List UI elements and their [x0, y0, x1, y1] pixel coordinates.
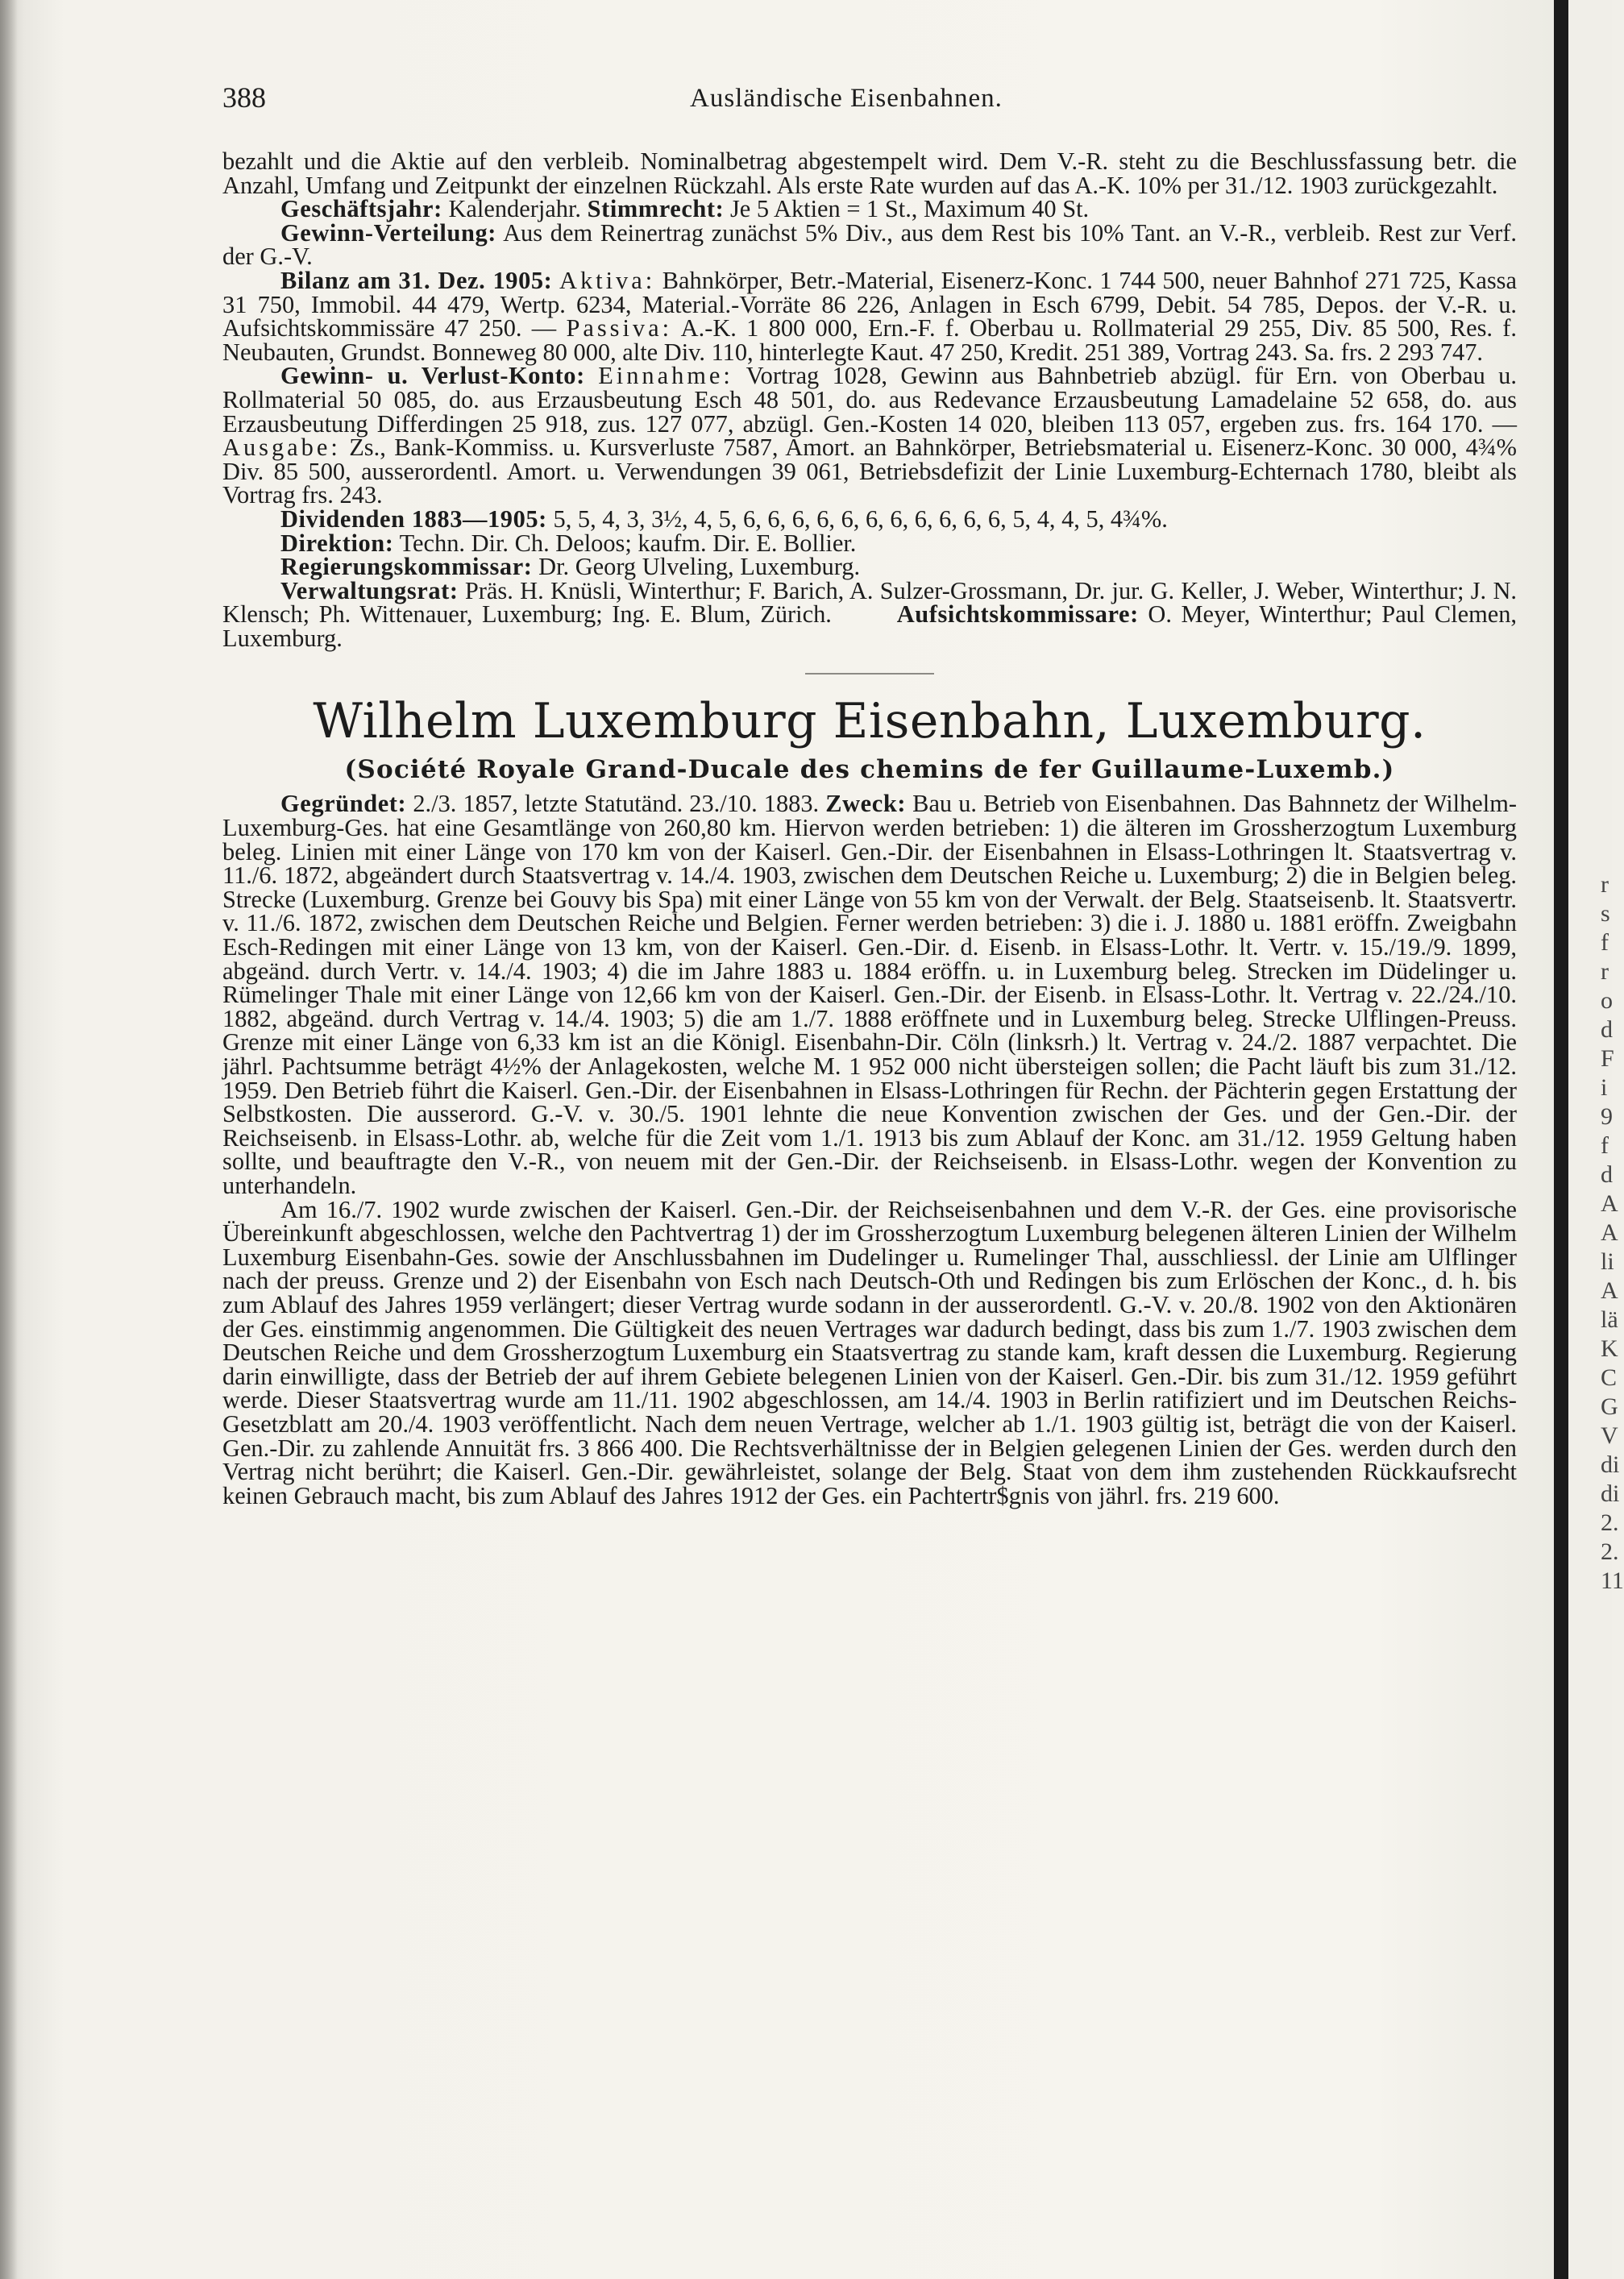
margin-fragment: di [1601, 1451, 1620, 1478]
margin-fragment: A [1601, 1190, 1618, 1217]
margin-fragment: f [1601, 1132, 1609, 1159]
margin-fragment: A [1601, 1219, 1618, 1246]
dividenden-paragraph [222, 504, 1517, 533]
passiva-word: Passiva: [566, 314, 673, 342]
section-subtitle: (Société Royale Grand-Ducale des chemins de fer Guillaume-Luxemb.) [344, 755, 1395, 785]
margin-fragment: r [1601, 958, 1609, 985]
regierung-label: Regierungskommissar: [280, 553, 533, 581]
margin-fragment: lä [1601, 1306, 1618, 1333]
ausgabe-word: Ausgabe: [222, 434, 341, 462]
margin-fragment: d [1601, 1161, 1613, 1188]
binding-shadow [0, 0, 18, 2279]
margin-fragment: di [1601, 1480, 1620, 1507]
intro-text: bezahlt und die Aktie auf den verbleib. Nominalbetrag abgestempelt wird. Dem V.-R. steht zu die Beschlussfassung betr. die Anzahl, Umfang und Zeitpunkt der einzelnen Rückzahl. Als erste Rate wurden auf das A.-K. 10% per 31./12. 1903 zurückgezahlt. [222, 147, 1517, 199]
einnahme-word: Einnahme: [598, 362, 733, 390]
margin-fragment: i [1601, 1074, 1608, 1101]
gegruendet-label: Gegründet: [280, 790, 407, 818]
gegruendet-paragraph [222, 792, 1517, 1198]
gewinn-label: Gewinn-Verteilung: [280, 218, 496, 247]
verwaltung-label: Verwaltungsrat: [280, 576, 459, 604]
margin-fragment: A [1601, 1277, 1618, 1304]
direktion-paragraph [222, 529, 1517, 557]
verwaltung-paragraph [222, 576, 1517, 652]
aufsicht-label: Aufsichtskommissare: [896, 600, 1139, 629]
zweck-text: Bau u. Betrieb von Eisenbahnen. Das Bahnnetz der Wilhelm-Luxemburg-Ges. hat eine Gesamtlänge von 260,80 km. Hiervon werden betrieben: 1) die älteren im Grossherzogtum Luxemburg beleg. Linien mit einer Länge von 170 km von der Kaiserl. Gen.-Dir. der Eisenbahnen in Elsass-Lothringen lt. Staatsvertrag v. 11./6. 1872, abgeändert durch Staatsvertrag v. 14./4. 1903, zwischen dem Deutschen Reiche u. Luxemburg; 2) die in Belgien beleg. Strecke (Luxemburg. Grenze bei Gouvy bis Spa) mit einer Länge von 55 km von der Verwalt. der Belg. Staatseisenb. lt. Staatsvertr. v. 11./6. 1872, zwischen dem Deutschen Reiche und Belgien. Ferner werden betrieben: 3) die i. J. 1880 u. 1881 eröffn. Zweigbahn Esch-Redingen mit einer Länge von 13 km, von der Kaiserl. Gen.-Dir. d. Eisenb. in Elsass-Lothr. lt. Vertr. v. 15./19./9. 1899, abgeänd. durch Vertr. v. 14./4. 1903; 4) die im Jahre 1883 u. 1884 eröffn. u. in Luxemburg beleg. Strecken im Düdelinger u. Rümelinger Thale mit einer Länge von 12,66 km von der Kaiserl. Gen.-Dir. der Eisenb. in Elsass-Lothr. lt. Vertrag v. 22./24./10. 1882, abgeänd. durch Vertrag v. 14./4. 1903; 5) die am 1./7. 1888 eröffnete und in Luxemburg beleg. Strecke Ulflingen-Preuss. Grenze mit einer Länge von 6,33 km ist an die Königl. Eisenbahn-Dir. Cöln (linksrh.) lt. Vertrag v. 24./2. 1887 verpachtet. Die jährl. Pachtsumme beträgt 4½% der Anlagekosten, welche M. 1 952 000 nicht übersteigen sollen; die Pacht läuft bis zum 31./12. 1959. Den Betrieb führt die Kaiserl. Gen.-Dir. der Eisenbahnen in Elsass-Lothringen für Rechn. der Pächterin gegen Erstattung der Selbstkosten. Die ausserord. G.-V. v. 30./5. 1901 lehnte die neue Konvention zwischen der Ges. und der Gen.-Dir. der Reichseisenb. in Elsass-Lothr. ab, welche für die Zeit vom 1./1. 1913 bis zum Ablauf der Konc. am 31./12. 1959 Geltung haben sollte, und beauftragte den V.-R., von neuem mit der Gen.-Dir. der Reichseisenb. in Elsass-Lothr. wegen der Konvention zu unterhandeln. [222, 790, 1518, 1199]
ausgabe-text: Zs., Bank-Kommiss. u. Kursverluste 7587, Amort. an Bahnkörper, Betriebsmaterial u. Eisenerz-Konc. 30 000, 4¾% Div. 85 500, ausserordentl. Amort. u. Verwendungen 39 061, Betriebsdefizit der Linie Luxemburg-Echternach 1780, bleibt als Vortrag frs. 243. [222, 434, 1517, 509]
zweck-label: Zweck: [825, 790, 907, 818]
page-body [222, 147, 1518, 1509]
margin-fragment: s [1601, 900, 1610, 927]
section-divider [805, 673, 934, 675]
margin-fragment: V [1601, 1422, 1618, 1449]
passiva-text: A.-K. 1 800 000, Ern.-F. f. Oberbau u. Rollmaterial 29 255, Div. 85 500, Res. f. Neubauten, Grundst. Bonneweg 80 000, alte Div. 110, hinterlegte Kaut. 47 250, Kredit. 251 389, Vortrag 243. Sa. frs. 2 293 747. [222, 314, 1517, 366]
margin-fragment: 9 [1601, 1103, 1613, 1130]
bilanz-label: Bilanz am 31. Dez. 1905: [280, 266, 553, 294]
running-title: Ausländische Eisenbahnen. [690, 84, 1003, 113]
page-number: 388 [222, 81, 266, 114]
margin-fragment: r [1601, 871, 1609, 898]
direktion-label: Direktion: [280, 529, 394, 557]
section-title: Wilhelm Luxemburg Eisenbahn, Luxemburg. [313, 693, 1427, 750]
aufsicht-text: O. Meyer, Winterthur; Paul Clemen, Luxemburg. [222, 600, 1517, 652]
geschaeftsjahr-text: Kalenderjahr. [448, 195, 581, 223]
margin-fragment: li [1601, 1248, 1614, 1275]
geschaeftsjahr-label: Geschäftsjahr: [280, 195, 442, 223]
margin-fragment: f [1601, 929, 1609, 956]
vertrag-paragraph [222, 1195, 1517, 1509]
regierung-paragraph [222, 555, 1517, 579]
aktiva-word: Aktiva: [559, 266, 656, 294]
margin-fragment: d [1601, 1016, 1613, 1043]
margin-fragment: F [1601, 1045, 1614, 1072]
margin-fragment: G [1601, 1393, 1618, 1420]
margin-fragments [1601, 870, 1624, 1596]
gegruendet-text: 2./3. 1857, letzte Statutänd. 23./10. 1883. [413, 790, 820, 818]
gewinn-paragraph [222, 218, 1517, 271]
margin-fragment: 2. [1601, 1509, 1619, 1536]
margin-fragment: C [1601, 1364, 1618, 1391]
margin-fragment: o [1601, 987, 1613, 1014]
geschaeftsjahr-paragraph [222, 197, 1517, 222]
dividenden-text: 5, 5, 4, 3, 3½, 4, 5, 6, 6, 6, 6, 6, 6, 6, 6, 6, 6, 6, 5, 4, 4, 5, 4¾%. [553, 504, 1168, 533]
bilanz-paragraph [222, 266, 1517, 366]
stimmrecht-label: Stimmrecht: [587, 195, 725, 223]
gewinn-text: Aus dem Reinertrag zunächst 5% Div., aus dem Rest bis 10% Tant. an V.-R., verbleib. Rest zur Verf. der G.-V. [222, 218, 1517, 271]
margin-fragment: 2. [1601, 1538, 1619, 1565]
verwaltung-text: Präs. H. Knüsli, Winterthur; F. Barich, A. Sulzer-Grossmann, Dr. jur. G. Keller, J. Weber, Winterthur; J. N. Klensch; Ph. Wittenauer, Luxemburg; Ing. E. Blum, Zürich. [222, 576, 1517, 629]
aktiva-text: Bahnkörper, Betr.-Material, Eisenerz-Konc. 1 744 500, neuer Bahnhof 271 725, Kassa 31 750, Immobil. 44 479, Wertp. 6234, Material.-Vorräte 86 226, Anlagen in Esch 6799, Debit. 54 785, Depos. der V.-R. u. Aufsichtskommissäre 47 250. — [222, 266, 1517, 342]
direktion-text: Techn. Dir. Ch. Deloos; kaufm. Dir. E. Bollier. [399, 529, 857, 557]
page-border [1554, 0, 1568, 2279]
stimmrecht-text: Je 5 Aktien = 1 St., Maximum 40 St. [729, 195, 1090, 223]
guv-label: Gewinn- u. Verlust-Konto: [280, 362, 585, 390]
guv-paragraph [222, 364, 1517, 508]
margin-fragment: 11 [1601, 1567, 1624, 1594]
regierung-text: Dr. Georg Ulveling, Luxemburg. [538, 553, 861, 581]
vertrag-text: Am 16./7. 1902 wurde zwischen der Kaiserl. Gen.-Dir. der Reichseisenbahnen und dem V.-R. der Ges. eine provisorische Übereinkunft abgeschlossen, welche den Pachtvertrag 1) der im Grossherzogtum Luxemburg belegenen älteren Linien der Wilhelm Luxemburg Eisenbahn-Ges. sowie der Anschlussbahnen im Dudelinger u. Rumelinger Thal, ausschliessl. der Linie am Ulflinger nach der preuss. Grenze und 2) der Eisenbahn von Esch nach Deutsch-Oth und Redingen bis zum Erlöschen der Konc., d. h. bis zum Ablauf des Jahres 1959 verlängert; dieser Vertrag wurde sodann in der ausserordentl. G.-V. v. 20./8. 1902 von den Aktionären der Ges. einstimmig angenommen. Die Gültigkeit des neuen Vertrages war dadurch bedingt, dass bis zum 1./7. 1903 zwischen dem Deutschen Reiche und dem Grossherzogtum Luxemburg ein Staatsvertrag zu stande kam, kraft dessen die Luxemburg. Regierung darin einwilligte, dass der Betrieb der auf ihrem Gebiete belegenen Linien von der Kaiserl. Gen.-Dir. bis zum 31./12. 1959 geführt werde. Dieser Staatsvertrag wurde am 11./11. 1902 abgeschlossen, am 14./4. 1903 in Berlin ratifiziert und im Deutschen Reichs-Gesetzblatt am 20./4. 1903 veröffentlicht. Nach dem neuen Vertrage, welcher ab 1./1. 1903 gültig ist, beträgt die von der Kaiserl. Gen.-Dir. zu zahlende Annuität frs. 3 866 400. Die Rechtsverhältnisse der in Belgien gelegenen Linien der Ges. werden durch den Vertrag nicht berührt; die Kaiserl. Gen.-Dir. gewährleistet, solange der Belg. Staat von dem ihm zustehenden Rückkaufsrecht keinen Gebrauch macht, bis zum Ablauf des Jahres 1912 der Ges. ein Pachtertr$gnis von jährl. frs. 219 600. [222, 1195, 1517, 1509]
continuation-paragraph [222, 147, 1517, 199]
page-header [222, 81, 1512, 121]
dividenden-label: Dividenden 1883—1905: [280, 504, 547, 533]
einnahme-text: Vortrag 1028, Gewinn aus Bahnbetrieb abzügl. für Ern. von Oberbau u. Rollmaterial 50 085, do. aus Erzausbeutung Esch 48 501, do. aus Redevance Erzausbeutung Lamadelaine 52 658, do. aus Erzausbeutung Differdingen 25 918, zus. 127 077, abzügl. Gen.-Kosten 14 020, bleiben 113 057, ergeben zus. frs. 164 170. — [222, 362, 1517, 438]
margin-fragment: K [1601, 1335, 1618, 1362]
